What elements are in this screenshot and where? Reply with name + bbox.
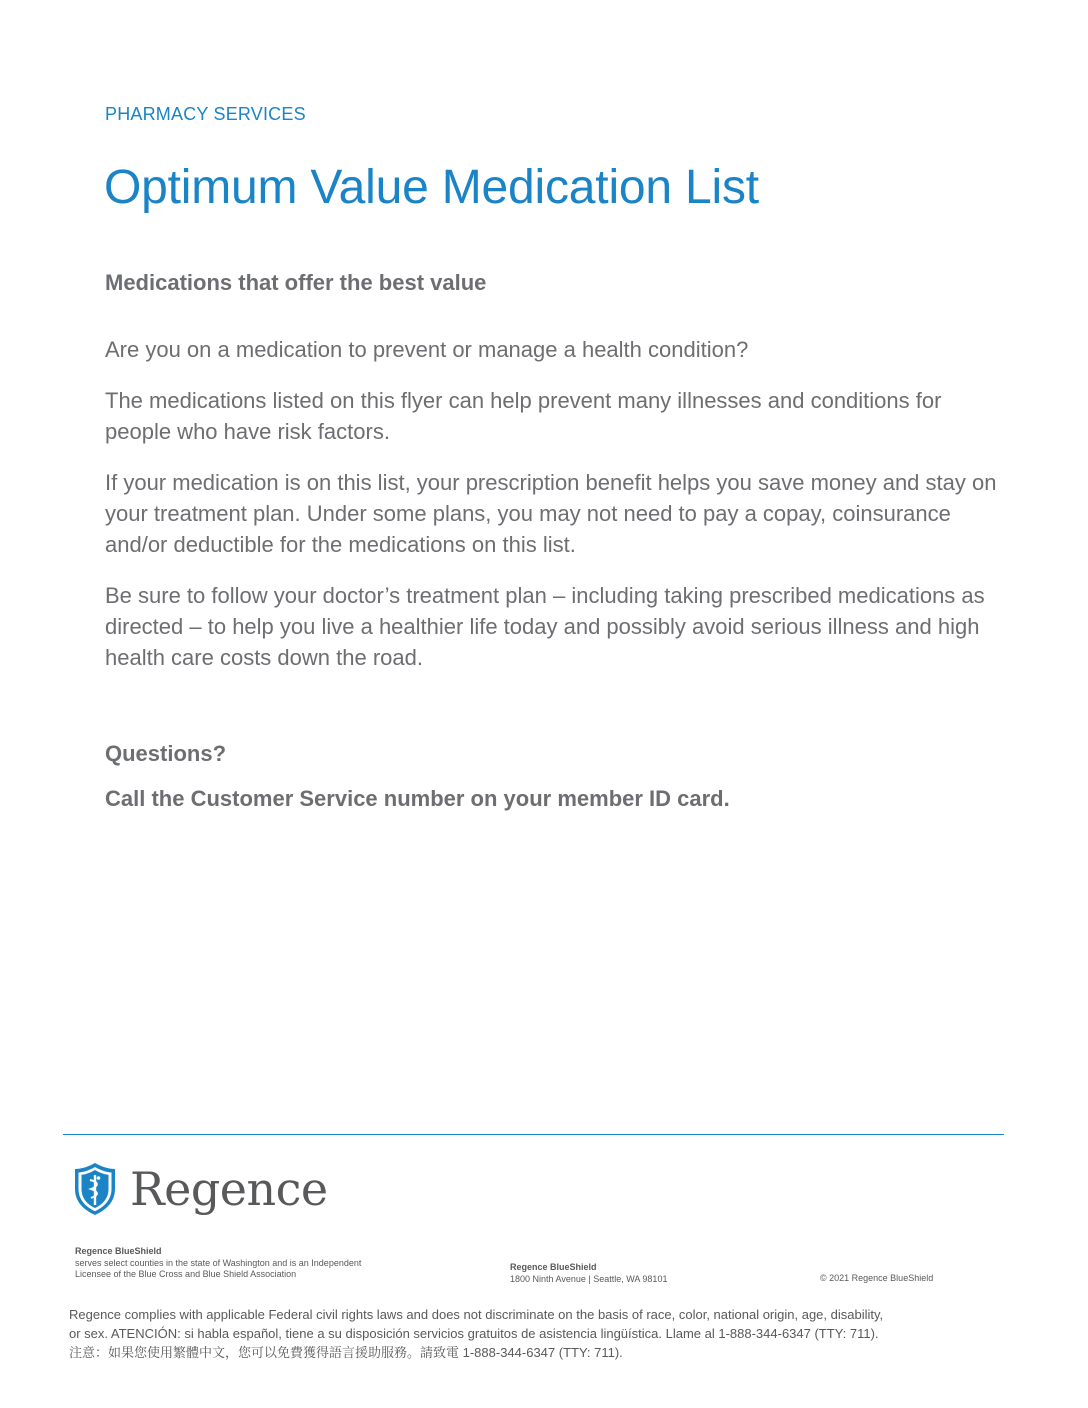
brand-wordmark: Regence — [130, 1162, 328, 1216]
footer-copyright: © 2021 Regence BlueShield — [820, 1273, 934, 1283]
legal-line: Regence complies with applicable Federal civil rights laws and does not discriminate on the basis of race, color, national origin, age, disability, — [69, 1307, 884, 1322]
body-copy — [105, 334, 1005, 693]
footer-left — [75, 1246, 361, 1281]
footer-divider — [63, 1134, 1004, 1135]
subtitle: Medications that offer the best value — [105, 270, 487, 295]
page-title: Optimum Value Medication List — [104, 161, 759, 214]
legal-line: or sex. ATENCIÓN: si habla español, tiene a su disposición servicios gratuitos de asistencia lingüística. Llame al 1-888-344-6347 (TTY: 711). — [69, 1326, 879, 1341]
shield-icon — [74, 1162, 116, 1216]
legal-notice — [69, 1305, 1029, 1362]
footer-middle — [510, 1262, 667, 1285]
footer-left-line: Licensee of the Blue Cross and Blue Shield Association — [75, 1269, 297, 1279]
paragraph: Are you on a medication to prevent or manage a health condition? — [105, 337, 749, 362]
regence-logo — [74, 1162, 328, 1216]
paragraph: The medications listed on this flyer can help prevent many illnesses and conditions for people who have risk factors. — [105, 388, 942, 444]
paragraph: Be sure to follow your doctor’s treatment plan – including taking prescribed medications as directed – to help you live a healthier life today and possibly avoid serious illness and high health care costs down the road. — [105, 583, 985, 670]
questions-heading: Questions? — [105, 741, 227, 766]
paragraph: If your medication is on this list, your prescription benefit helps you save money and stay on your treatment plan. Under some plans, you may not need to pay a copay, coinsurance and/or deductible for the medications on this list. — [105, 470, 997, 557]
footer-address: 1800 Ninth Avenue | Seattle, WA 98101 — [510, 1273, 668, 1284]
footer-middle-name: Regence BlueShield — [510, 1262, 597, 1272]
legal-line: 注意：如果您使用繁體中文，您可以免費獲得語言援助服務。請致電 1-888-344-6347 (TTY: 711). — [69, 1345, 623, 1360]
footer-left-name: Regence BlueShield — [75, 1246, 162, 1256]
footer-left-line: serves select counties in the state of Washington and is an Independent — [75, 1257, 362, 1268]
section-eyebrow: PHARMACY SERVICES — [105, 104, 306, 124]
questions-text: Call the Customer Service number on your member ID card. — [105, 786, 730, 811]
